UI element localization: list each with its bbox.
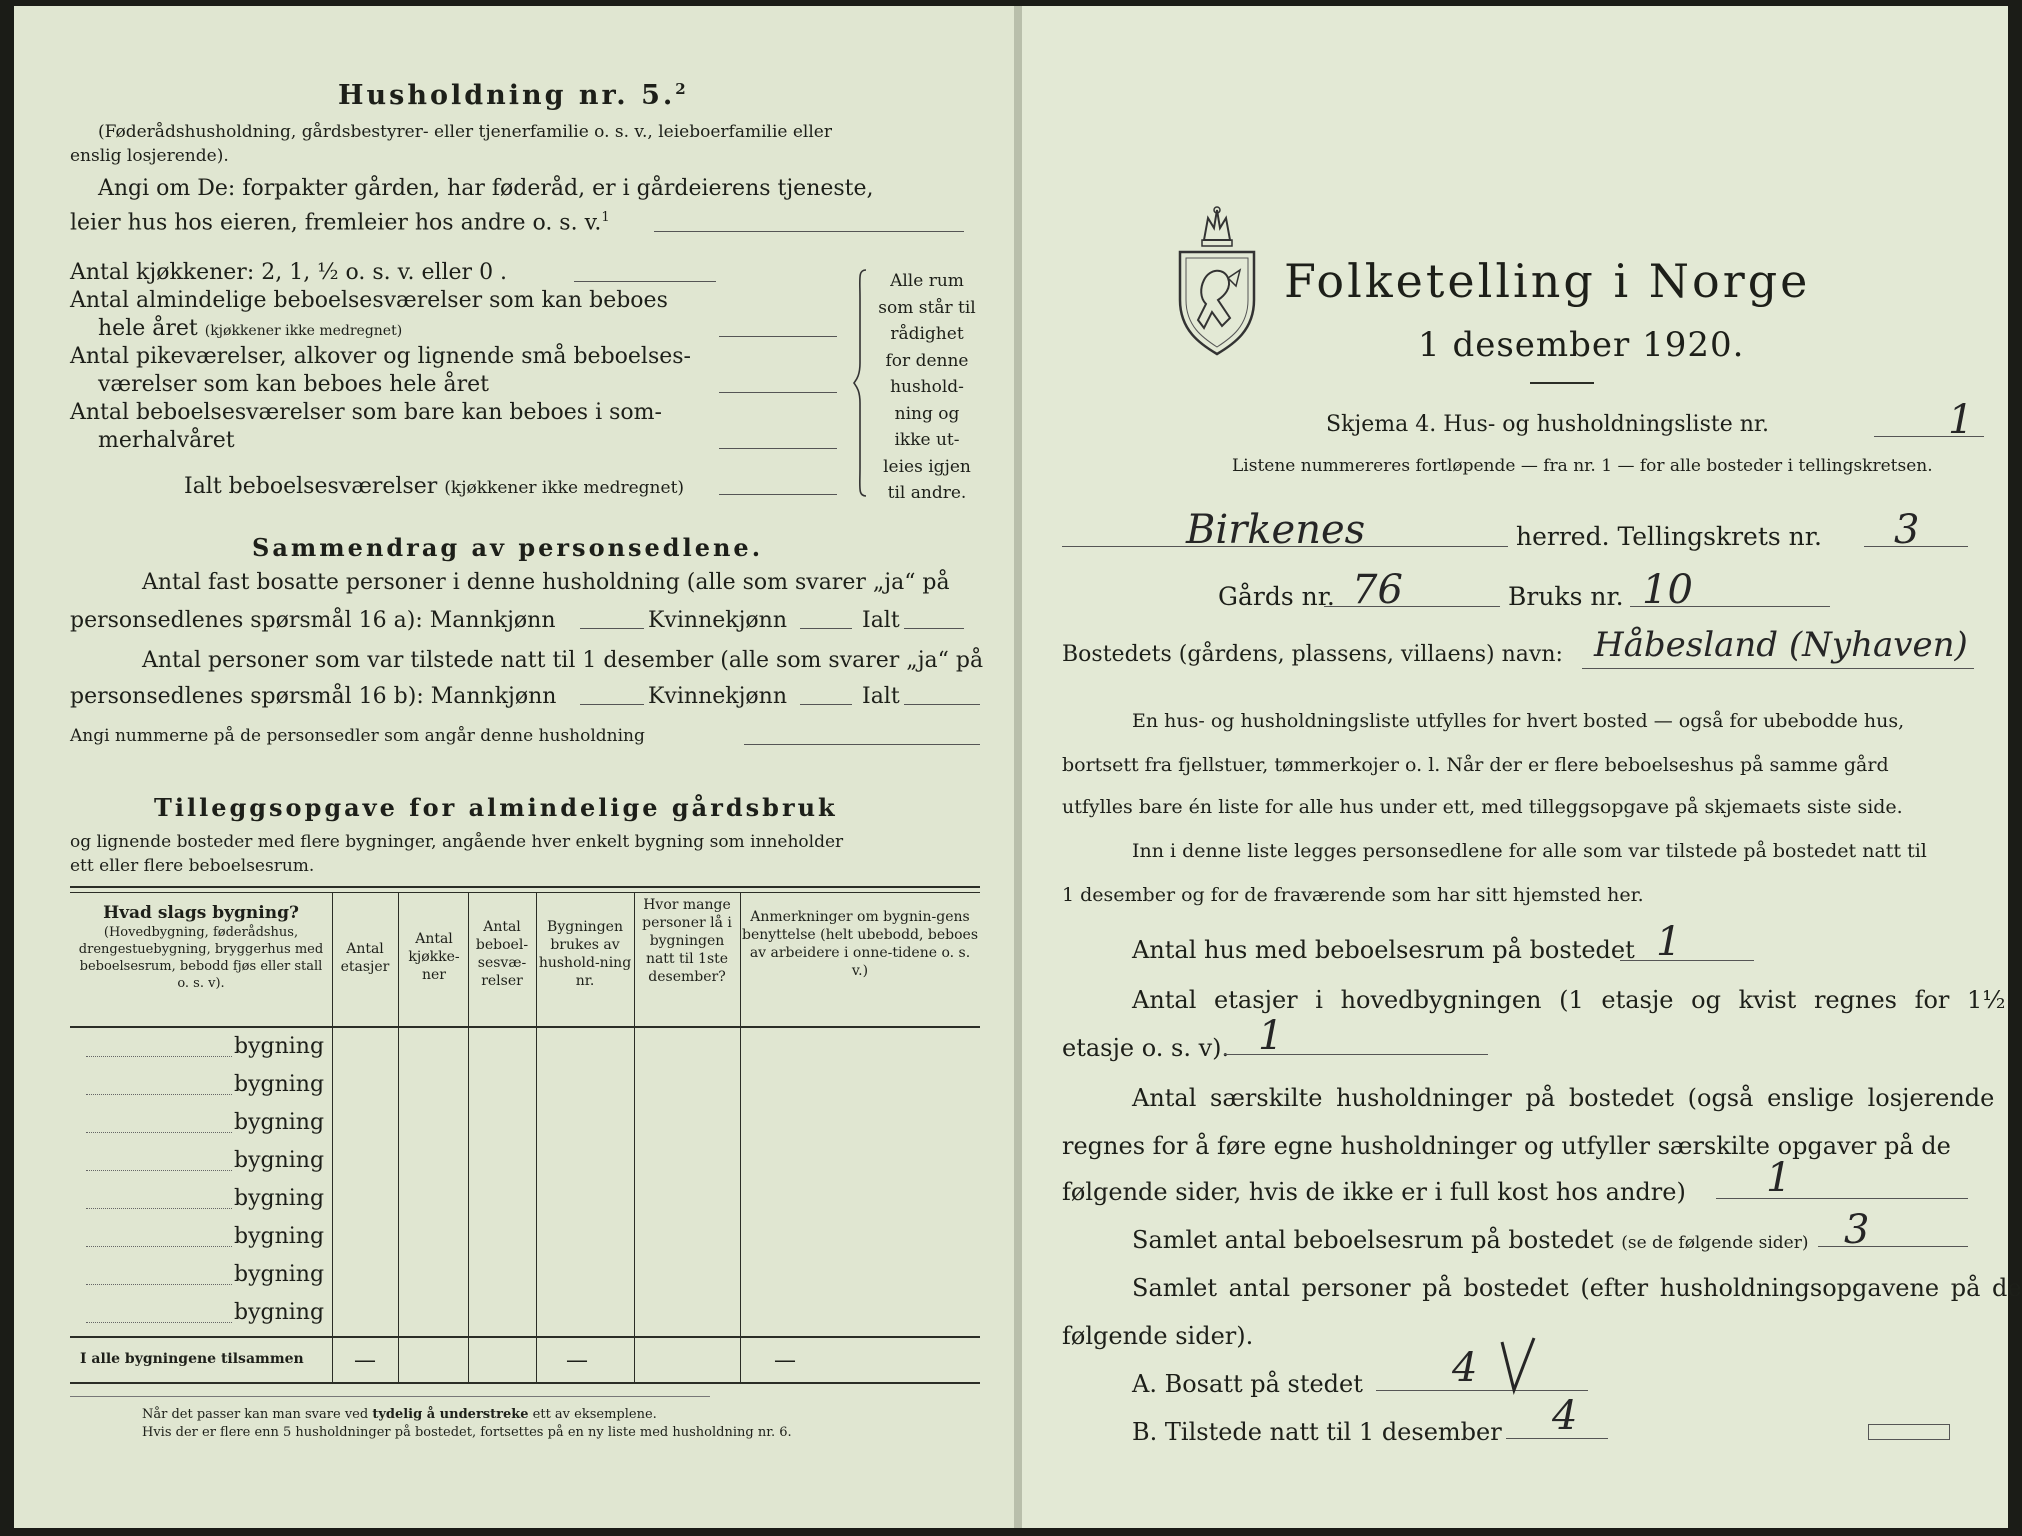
etasjer-line-1: Antal etasjer i hovedbygningen (1 etasje og kvist regnes for 1½ bbox=[1132, 986, 2006, 1014]
total-dash-household: — bbox=[566, 1348, 588, 1373]
rum-label: Samlet antal beboelsesrum på bostedet (se de følgende sider) bbox=[1132, 1226, 1809, 1254]
summary-ialt-line-1 bbox=[904, 628, 964, 629]
table-row-label: bygning bbox=[234, 1186, 325, 1211]
bosted-label: Bostedets (gårdens, plassens, villaens) navn: bbox=[1062, 642, 1563, 667]
left-page bbox=[14, 6, 1014, 1528]
rum-value: 3 bbox=[1844, 1207, 1870, 1253]
col-header-kitchens: Antal kjøkke-ner bbox=[408, 931, 460, 983]
etasjer-value-line bbox=[1224, 1054, 1488, 1055]
coat-of-arms-icon bbox=[1174, 204, 1260, 356]
hus-value: 1 bbox=[1656, 919, 1682, 965]
rooms-summer-1: Antal beboelsesværelser som bare kan beboes i som- bbox=[70, 400, 662, 425]
rooms-total: Ialt beboelsesværelser (kjøkkener ikke medregnet) bbox=[184, 474, 685, 499]
bruks-value: 10 bbox=[1642, 567, 1693, 613]
total-row-label: I alle bygningene tilsammen bbox=[80, 1351, 304, 1367]
printer-stamp bbox=[1868, 1424, 1950, 1440]
gards-label: Gårds nr. bbox=[1218, 582, 1335, 611]
summary-line-3: Antal personer som var tilstede natt til 1 desember (alle som svarer „ja“ på bbox=[142, 648, 984, 673]
table-row-line bbox=[86, 1170, 232, 1171]
rooms-maid-line bbox=[719, 392, 837, 393]
col-header-rooms: Antal beboel-sesvæ-relser bbox=[475, 919, 529, 989]
para2-line-1: Inn i denne liste legges personsedlene for alle som var tilstede på bostedet natt til bbox=[1132, 840, 1927, 862]
form-date: 1 desember 1920. bbox=[1418, 325, 1745, 365]
rooms-side-note: Alle rum som står til rådighet for denne hushold- ning og ikke ut- leies igjen til andre. bbox=[878, 271, 976, 503]
summary-title: Sammendrag av personsedlene. bbox=[252, 533, 764, 562]
rooms-maid-2: værelser som kan beboes hele året bbox=[98, 372, 489, 397]
summary-m-line-2 bbox=[580, 704, 644, 705]
bruks-value-line bbox=[1630, 606, 1830, 607]
table-row-line bbox=[86, 1208, 232, 1209]
household-title: Husholdning nr. 5.$^2$ bbox=[338, 80, 689, 111]
herred-value-line bbox=[1062, 546, 1508, 547]
hush-value: 1 bbox=[1766, 1155, 1792, 1201]
summary-k-line-2 bbox=[800, 704, 852, 705]
summary-line-5: Angi nummerne på de personsedler som angår denne husholdning bbox=[70, 726, 645, 746]
supplement-desc-2: ett eller flere beboelsesrum. bbox=[70, 856, 315, 876]
form-title: Folketelling i Norge bbox=[1284, 254, 1811, 308]
rooms-summer-line bbox=[719, 448, 837, 449]
page-gutter bbox=[1014, 6, 1022, 1528]
right-page bbox=[1022, 6, 2022, 1528]
hus-label: Antal hus med beboelsesrum på bostedet bbox=[1132, 936, 1635, 964]
summary-line-2: personsedlenes spørsmål 16 a): Mannkjønn bbox=[70, 608, 556, 633]
table-row-label: bygning bbox=[234, 1262, 325, 1287]
schema-value-line bbox=[1874, 436, 1984, 437]
supplement-desc-1: og lignende bosteder med flere bygninger, angående hver enkelt bygning som inneholder bbox=[70, 832, 844, 852]
household-desc-2: enslig losjerende). bbox=[70, 146, 229, 166]
table-row-line bbox=[86, 1284, 232, 1285]
tilstede-value: 4 bbox=[1552, 1393, 1578, 1439]
gards-value: 76 bbox=[1352, 567, 1403, 613]
hush-line-1: Antal særskilte husholdninger på bostedet (også enslige losjerende bbox=[1132, 1084, 1995, 1112]
rooms-kitchen-line bbox=[574, 281, 716, 282]
rooms-general-2: hele året (kjøkkener ikke medregnet) bbox=[98, 316, 403, 341]
supplement-title: Tilleggsopgave for almindelige gårdsbruk bbox=[154, 793, 838, 822]
bosatt-label: A. Bosatt på stedet bbox=[1132, 1370, 1363, 1398]
bruks-label: Bruks nr. bbox=[1508, 582, 1624, 611]
col-header-household: Bygningen brukes av hushold-ning nr. bbox=[538, 919, 632, 989]
summary-k-1: Kvinnekjønn bbox=[648, 608, 787, 633]
rooms-general-line bbox=[719, 336, 837, 337]
footnote-1: Når det passer kan man svare ved tydelig å understreke ett av eksemplene. bbox=[142, 1407, 657, 1422]
bosted-value-line bbox=[1582, 668, 1974, 669]
schema-value: 1 bbox=[1948, 397, 1974, 443]
angi-line-1: Angi om De: forpakter gården, har føderåd, er i gårdeierens tjeneste, bbox=[98, 176, 874, 201]
pers-line-1: Samlet antal personer på bostedet (efter husholdningsopgavene på de bbox=[1132, 1274, 2022, 1302]
bosted-value: Håbesland (Nyhaven) bbox=[1594, 625, 1968, 665]
col-header-remarks: Anmerkninger om bygnin-gens benyttelse (helt ubebodd, beboes av arbeidere i onne-tidene o. s. v.) bbox=[742, 909, 979, 979]
pers-line-2: følgende sider). bbox=[1062, 1322, 1254, 1350]
household-desc-1: (Føderådshusholdning, gårdsbestyrer- eller tjenerfamilie o. s. v., leieboerfamilie eller bbox=[98, 122, 832, 142]
total-dash-remarks: — bbox=[774, 1348, 796, 1373]
col-header-persons: Hvor mange personer lå i bygningen natt til 1ste desember? bbox=[642, 897, 732, 985]
summary-ialt-1: Ialt bbox=[862, 608, 900, 633]
table-row-label: bygning bbox=[234, 1110, 325, 1135]
summary-ialt-line-2 bbox=[904, 704, 980, 705]
brace-icon bbox=[852, 268, 872, 498]
hush-value-line bbox=[1716, 1198, 1968, 1199]
tilstede-value-line bbox=[1506, 1438, 1608, 1439]
table-row-label: bygning bbox=[234, 1034, 325, 1059]
rooms-general-1: Antal almindelige beboelsesværelser som kan beboes bbox=[70, 288, 668, 313]
census-form-spread bbox=[14, 6, 2022, 1528]
hush-line-3: følgende sider, hvis de ikke er i full kost hos andre) bbox=[1062, 1178, 1686, 1206]
gards-value-line bbox=[1324, 606, 1500, 607]
para2-line-2: 1 desember og for de fraværende som har sitt hjemsted her. bbox=[1062, 884, 1644, 906]
tilstede-label: B. Tilstede natt til 1 desember bbox=[1132, 1418, 1502, 1446]
col-header-building-type: Hvad slags bygning? (Hovedbygning, føderådshus, drengestuebygning, bryggerhus med beboelsesrum, bebodd fjøs eller stall o. s. v). bbox=[78, 903, 324, 991]
bosatt-value: 4 bbox=[1452, 1345, 1478, 1391]
table-row-label: bygning bbox=[234, 1300, 325, 1325]
summary-k-2: Kvinnekjønn bbox=[648, 684, 787, 709]
etasjer-line-2: etasje o. s. v). bbox=[1062, 1034, 1230, 1062]
table-row-label: bygning bbox=[234, 1148, 325, 1173]
table-row-line bbox=[86, 1322, 232, 1323]
check-mark-icon bbox=[1498, 1336, 1538, 1396]
rooms-summer-2: merhalvåret bbox=[98, 428, 235, 453]
rooms-maid-1: Antal pikeværelser, alkover og lignende små beboelses- bbox=[70, 344, 691, 369]
angi-answer-line bbox=[654, 231, 964, 232]
angi-line-2: leier hus hos eieren, fremleier hos andre o. s. v.$^1$ bbox=[70, 210, 610, 236]
schema-label: Skjema 4. Hus- og husholdningsliste nr. bbox=[1326, 412, 1769, 437]
krets-value-line bbox=[1864, 546, 1968, 547]
footnote-2: Hvis der er flere enn 5 husholdninger på bostedet, fortsettes på en ny liste med husholdning nr. 6. bbox=[142, 1425, 792, 1440]
bosatt-value-line bbox=[1376, 1390, 1588, 1391]
hus-value-line bbox=[1620, 960, 1754, 961]
para1-line-1: En hus- og husholdningsliste utfylles for hvert bosted — også for ubebodde hus, bbox=[1132, 710, 1905, 732]
table-row-line bbox=[86, 1246, 232, 1247]
herred-value: Birkenes bbox=[1186, 507, 1366, 553]
total-dash-floors: — bbox=[354, 1348, 376, 1373]
hush-line-2: regnes for å føre egne husholdninger og utfyller særskilte opgaver på de bbox=[1062, 1132, 1951, 1160]
table-row-line bbox=[86, 1132, 232, 1133]
para1-line-2: bortsett fra fjellstuer, tømmerkojer o. l. Når der er flere beboelseshus på samme gård bbox=[1062, 754, 1889, 776]
summary-nummer-line bbox=[744, 744, 980, 745]
table-row-label: bygning bbox=[234, 1072, 325, 1097]
rooms-kitchen: Antal kjøkkener: 2, 1, ½ o. s. v. eller 0 . bbox=[70, 260, 508, 285]
col-header-floors: Antal etasjer bbox=[340, 941, 390, 975]
rum-value-line bbox=[1818, 1246, 1968, 1247]
rooms-total-line bbox=[719, 494, 837, 495]
table-row-line bbox=[86, 1056, 232, 1057]
para1-line-3: utfylles bare én liste for alle hus under ett, med tilleggsopgave på skjemaets siste side. bbox=[1062, 796, 1903, 818]
title-divider bbox=[1530, 382, 1594, 384]
table-row-line bbox=[86, 1094, 232, 1095]
numbering-note: Listene nummereres fortløpende — fra nr. 1 — for alle bosteder i tellingskretsen. bbox=[1232, 456, 1933, 476]
table-row-label: bygning bbox=[234, 1224, 325, 1249]
summary-m-line-1 bbox=[580, 628, 644, 629]
summary-line-1: Antal fast bosatte personer i denne husholdning (alle som svarer „ja“ på bbox=[142, 570, 950, 595]
summary-ialt-2: Ialt bbox=[862, 684, 900, 709]
etasjer-value: 1 bbox=[1258, 1013, 1284, 1059]
herred-label: herred. Tellingskrets nr. bbox=[1516, 522, 1822, 551]
krets-value: 3 bbox=[1894, 507, 1920, 553]
summary-line-4: personsedlenes spørsmål 16 b): Mannkjønn bbox=[70, 684, 557, 709]
summary-k-line-1 bbox=[800, 628, 852, 629]
